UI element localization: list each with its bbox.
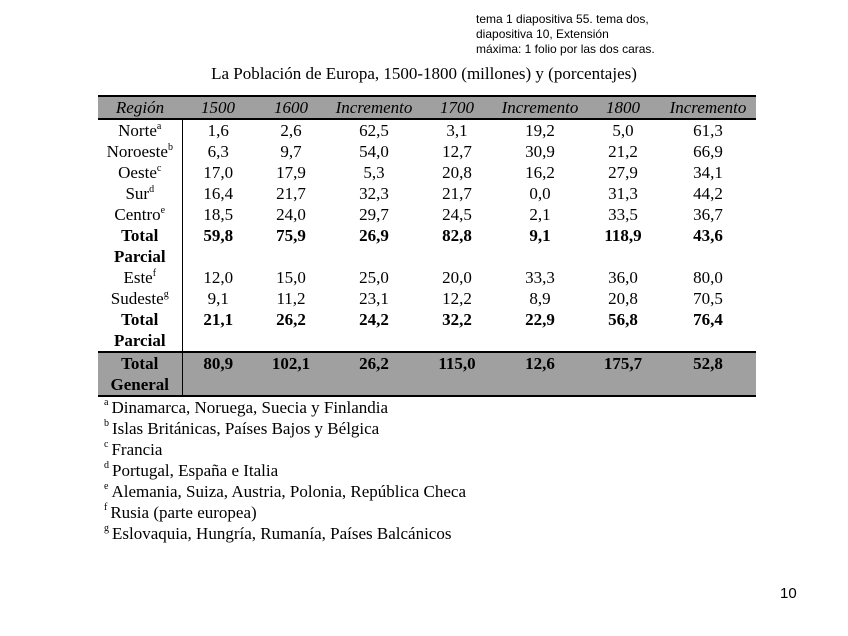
value-cell: 33,3: [525, 268, 555, 287]
value-cell: 21,7: [276, 184, 306, 203]
value-cell: 18,5: [203, 205, 234, 224]
region-cell: General: [98, 374, 182, 396]
footnotes: [104, 397, 466, 544]
table-header-row: [98, 96, 756, 119]
value-cell: 20,8: [442, 163, 472, 182]
value-cell: 8,9: [529, 289, 551, 308]
footnote: $^f$ Rusia (parte europea): [104, 502, 257, 522]
value-cell: 11,2: [276, 289, 306, 308]
value-cell: 22,9: [525, 310, 555, 329]
footnote: $^c$ Francia: [104, 439, 163, 459]
region-cell: Total: [98, 225, 182, 246]
note-line: diapositiva 10, Extensión: [476, 27, 609, 41]
slide-note: [476, 12, 716, 57]
value-cell: 9,7: [280, 142, 302, 161]
value-cell: 21,2: [608, 142, 638, 161]
table-row: [98, 267, 756, 288]
column-header: 1600: [254, 96, 328, 119]
grand-total-row: [98, 352, 756, 374]
value-cell: 80,0: [693, 268, 723, 287]
value-cell: 70,5: [693, 289, 723, 308]
value-cell: 59,8: [203, 226, 234, 245]
table-row: [98, 162, 756, 183]
column-header: Región: [98, 96, 182, 119]
value-cell: 16,4: [203, 184, 234, 203]
value-cell: 32,2: [442, 310, 472, 329]
footnote: $^d$ Portugal, España e Italia: [104, 460, 279, 480]
value-cell: 115,0: [420, 352, 494, 374]
footnote: $^a$ Dinamarca, Noruega, Suecia y Finlandia: [104, 397, 389, 417]
value-cell: 76,4: [693, 310, 723, 329]
value-cell: 26,2: [328, 352, 420, 374]
population-table: [98, 95, 756, 397]
table-row: [98, 119, 756, 141]
subtotal-row-continued: [98, 330, 756, 352]
value-cell: 6,3: [207, 142, 229, 161]
value-cell: 21,1: [203, 310, 234, 329]
value-cell: 24,2: [359, 310, 389, 329]
region-cell: Sudeste$^g$: [98, 288, 182, 309]
region-cell: Total: [98, 352, 182, 374]
value-cell: 102,1: [254, 352, 328, 374]
value-cell: 43,6: [693, 226, 723, 245]
value-cell: 27,9: [608, 163, 638, 182]
region-cell: Total: [98, 309, 182, 330]
region-cell: Sur$^d$: [98, 183, 182, 204]
value-cell: 32,3: [359, 184, 389, 203]
value-cell: 23,1: [359, 289, 389, 308]
value-cell: 33,5: [608, 205, 638, 224]
value-cell: 2,6: [280, 121, 302, 140]
value-cell: 12,0: [203, 268, 234, 287]
note-line: máxima: 1 folio por las dos caras.: [476, 42, 655, 56]
table-row: [98, 204, 756, 225]
region-cell: Oeste$^c$: [98, 162, 182, 183]
subtotal-row-continued: [98, 246, 756, 267]
value-cell: 1,6: [207, 121, 229, 140]
column-header: 1500: [182, 96, 254, 119]
column-header: 1700: [420, 96, 494, 119]
footnote: $^b$ Islas Británicas, Países Bajos y Bélgica: [104, 418, 380, 438]
value-cell: 29,7: [359, 205, 389, 224]
value-cell: 21,7: [442, 184, 472, 203]
value-cell: 0,0: [529, 184, 551, 203]
value-cell: 20,0: [442, 268, 472, 287]
note-line: tema 1 diapositiva 55. tema dos,: [476, 12, 649, 26]
value-cell: 9,1: [529, 226, 551, 245]
value-cell: 66,9: [693, 142, 723, 161]
column-header: Incremento: [494, 96, 586, 119]
value-cell: 30,9: [525, 142, 555, 161]
value-cell: 16,2: [525, 163, 555, 182]
table-title: La Población de Europa, 1500-1800 (millones) y (porcentajes): [211, 64, 637, 83]
value-cell: 80,9: [182, 352, 254, 374]
value-cell: 9,1: [207, 289, 229, 308]
value-cell: 5,0: [612, 121, 634, 140]
value-cell: 19,2: [525, 121, 555, 140]
value-cell: 25,0: [359, 268, 389, 287]
value-cell: 26,9: [359, 226, 389, 245]
value-cell: 75,9: [276, 226, 306, 245]
value-cell: 82,8: [442, 226, 472, 245]
column-header: 1800: [586, 96, 660, 119]
value-cell: 17,0: [203, 163, 234, 182]
value-cell: 2,1: [529, 205, 551, 224]
value-cell: 36,7: [693, 205, 723, 224]
subtotal-row: [98, 225, 756, 246]
table-row: [98, 288, 756, 309]
page-number: 10: [780, 585, 797, 602]
region-cell: Parcial: [98, 246, 182, 267]
grand-total-row-continued: [98, 374, 756, 396]
value-cell: 62,5: [359, 121, 389, 140]
table-row: [98, 141, 756, 162]
value-cell: 44,2: [693, 184, 723, 203]
value-cell: 12,6: [494, 352, 586, 374]
footnote: $^e$ Alemania, Suiza, Austria, Polonia, República Checa: [104, 481, 467, 501]
value-cell: 15,0: [276, 268, 306, 287]
value-cell: 12,7: [442, 142, 472, 161]
column-header: Incremento: [660, 96, 756, 119]
value-cell: 54,0: [359, 142, 389, 161]
value-cell: 5,3: [363, 163, 385, 182]
column-header: Incremento: [328, 96, 420, 119]
value-cell: 56,8: [608, 310, 638, 329]
table-row: [98, 183, 756, 204]
value-cell: 24,0: [276, 205, 306, 224]
region-cell: Parcial: [98, 330, 182, 352]
value-cell: 20,8: [608, 289, 638, 308]
region-cell: Centro$^e$: [98, 204, 182, 225]
value-cell: 26,2: [276, 310, 306, 329]
value-cell: 34,1: [693, 163, 723, 182]
footnote: $^g$ Eslovaquia, Hungría, Rumanía, Países Balcánicos: [104, 523, 452, 543]
value-cell: 24,5: [442, 205, 472, 224]
region-cell: Norte$^a$: [98, 119, 182, 141]
value-cell: 118,9: [604, 226, 642, 245]
value-cell: 3,1: [446, 121, 468, 140]
region-cell: Este$^f$: [98, 267, 182, 288]
value-cell: 31,3: [608, 184, 638, 203]
value-cell: 52,8: [660, 352, 756, 374]
value-cell: 61,3: [693, 121, 723, 140]
value-cell: 36,0: [608, 268, 638, 287]
value-cell: 12,2: [442, 289, 472, 308]
value-cell: 17,9: [276, 163, 306, 182]
region-cell: Noroeste$^b$: [98, 141, 182, 162]
subtotal-row: [98, 309, 756, 330]
value-cell: 175,7: [586, 352, 660, 374]
